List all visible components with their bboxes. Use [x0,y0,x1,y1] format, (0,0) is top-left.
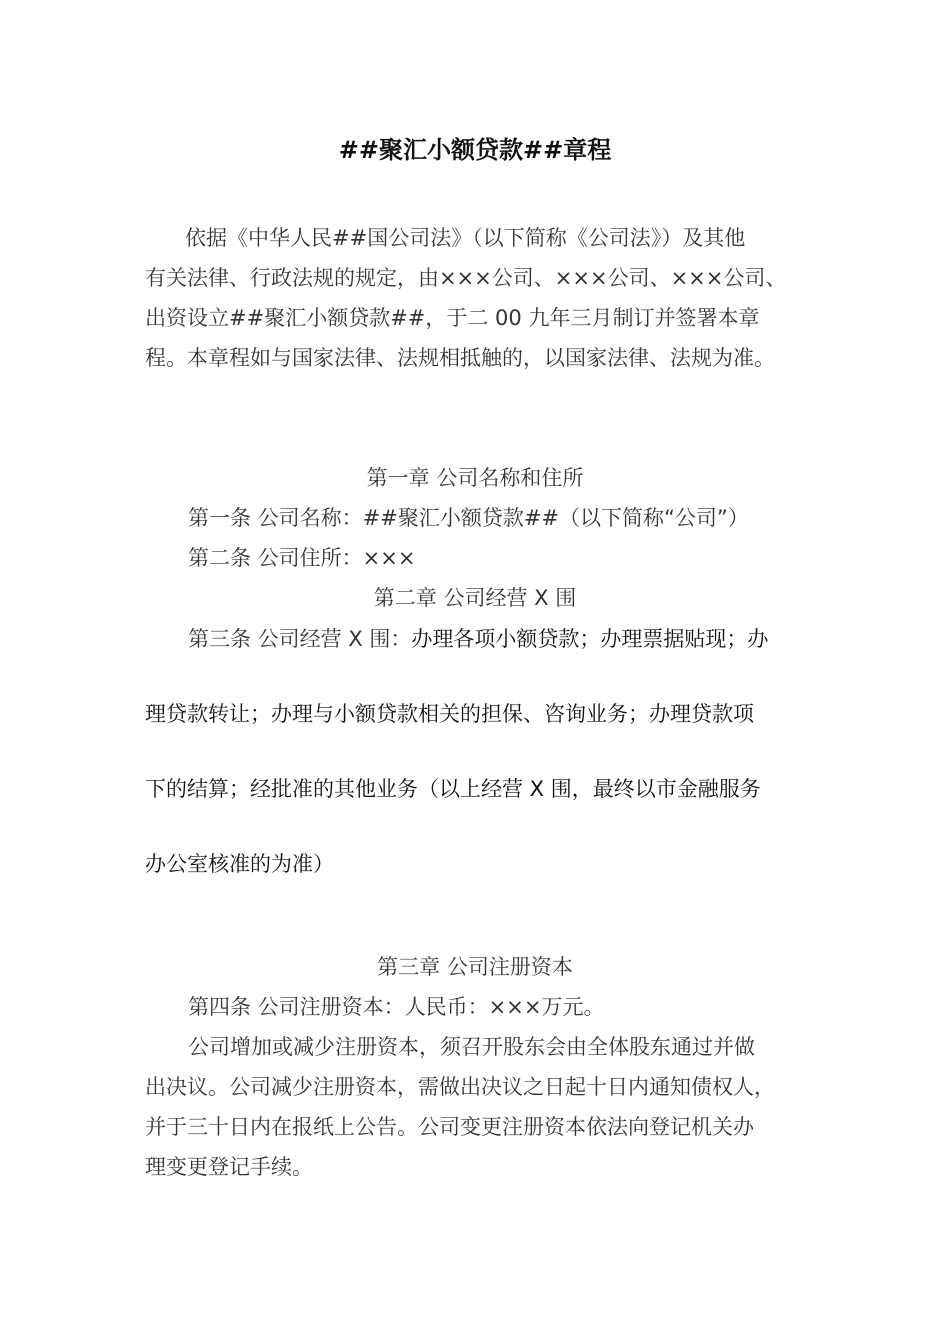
article-3 [188,624,768,654]
article-4: 第四条 公司注册资本：人民币：×××万元。 [188,995,605,1019]
capital-paragraph-line-1: 公司增加或减少注册资本，须召开股东会由全体股东通过并做 [188,1035,755,1059]
article-3-line-1: 办理各项小额贷款；办理票据贴现；办 [411,627,769,651]
preamble-line-1: 依据《中华人民##国公司法》（以下简称《公司法》）及其他 [185,226,746,250]
chapter-3-heading: 第三章 公司注册资本 [377,955,573,979]
chapter-1-heading: 第一章 公司名称和住所 [366,466,584,490]
article-3-line-4: 办公室核准的为准） [145,852,334,876]
capital-paragraph-line-4: 理变更登记手续。 [145,1155,313,1179]
preamble-line-4: 程。本章程如与国家法律、法规相抵触的，以国家法律、法规为准。 [145,346,775,370]
document-title: ##聚汇小额贷款##章程 [338,136,612,164]
capital-paragraph-line-2: 出决议。公司减少注册资本，需做出决议之日起十日内通知债权人， [145,1075,775,1099]
chapter-2-heading: 第二章 公司经营 X 围 [373,586,577,610]
article-3-line-3: 下的结算；经批准的其他业务（以上经营 X 围，最终以市金融服务 [145,777,761,801]
article-1: 第一条 公司名称：##聚汇小额贷款##（以下简称“公司”） [188,506,749,530]
capital-paragraph-line-3: 并于三十日内在报纸上公告。公司变更注册资本依法向登记机关办 [145,1115,754,1139]
preamble-line-2: 有关法律、行政法规的规定，由×××公司、×××公司、×××公司、 [145,266,787,290]
article-2: 第二条 公司住所：××× [188,546,416,570]
article-3-label: 第三条 公司经营 X 围： [188,627,412,651]
preamble-line-3: 出资设立##聚汇小额贷款##，于二 00 九年三月制订并签署本章 [145,306,760,330]
article-3-line-2: 理贷款转让；办理与小额贷款相关的担保、咨询业务；办理贷款项 [145,702,754,726]
